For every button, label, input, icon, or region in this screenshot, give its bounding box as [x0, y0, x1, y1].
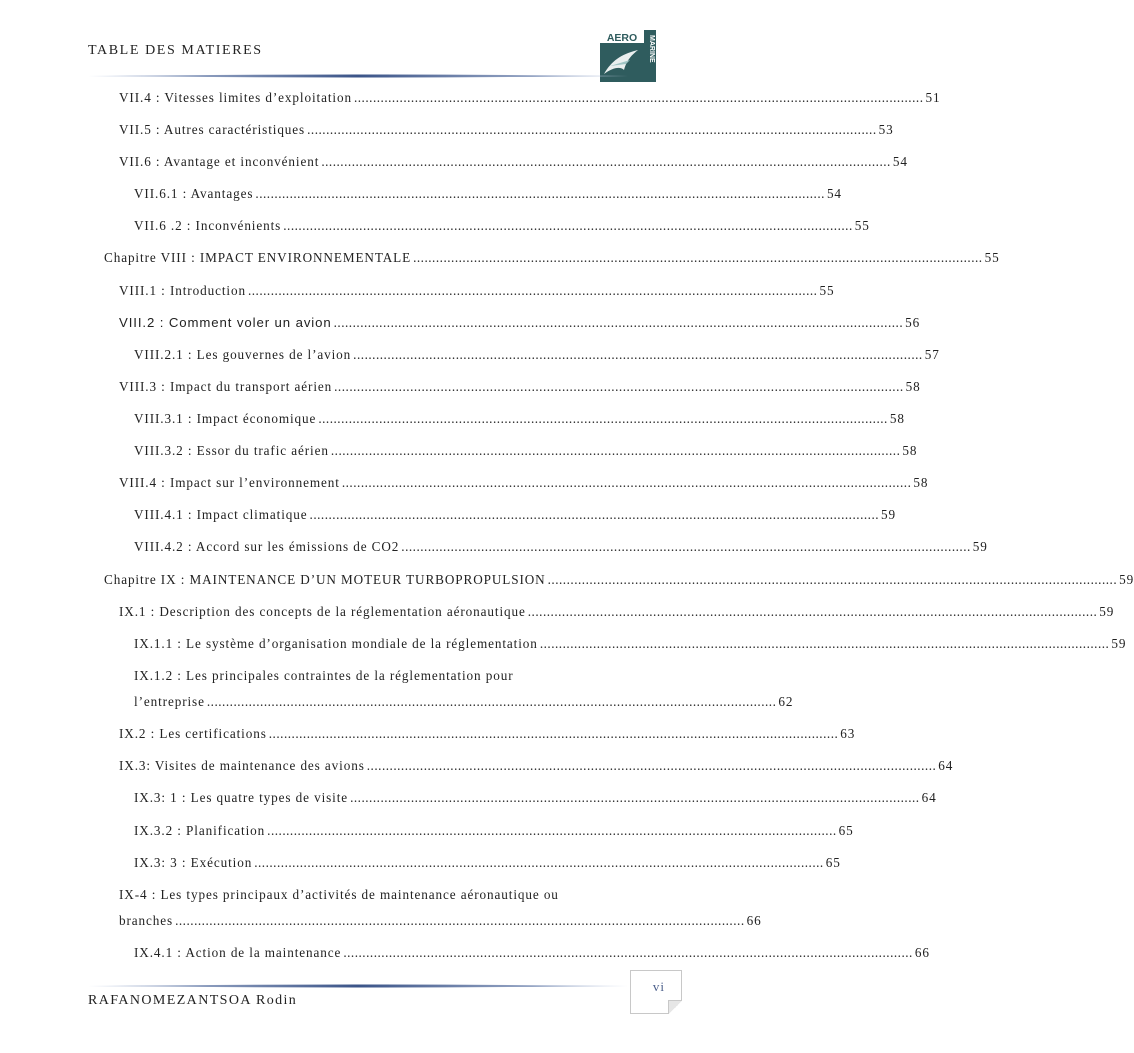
toc-entry[interactable]	[134, 635, 1127, 653]
toc-entry[interactable]	[134, 217, 870, 235]
toc-leader-dots: ......................................................................................................................................................	[206, 694, 777, 709]
toc-entry-line1[interactable]	[134, 667, 654, 685]
toc-entry[interactable]	[119, 121, 894, 139]
toc-leader-dots: ......................................................................................................................................................	[318, 411, 888, 426]
page-number: vi	[652, 979, 665, 994]
toc-entry-title: IX.3: 3 : Exécution	[134, 855, 253, 870]
toc-entry-page: 65	[838, 823, 854, 838]
logo-text-side: MARINE	[648, 35, 655, 63]
toc-entry-title: VIII.3.1 : Impact économique	[134, 411, 317, 426]
toc-entry-page: 59	[1099, 604, 1115, 619]
toc-leader-dots: ......................................................................................................................................................	[366, 758, 937, 773]
toc-leader-dots: ......................................................................................................................................................	[175, 913, 745, 928]
toc-leader-dots: ......................................................................................................................................................	[309, 507, 880, 522]
toc-entry-title: IX.3.2 : Planification	[134, 823, 266, 838]
toc-entry-title: VIII.1 : Introduction	[119, 283, 246, 298]
toc-leader-dots: ......................................................................................................................................................	[401, 539, 971, 554]
toc-leader-dots: ......................................................................................................................................................	[334, 379, 904, 394]
toc-entry[interactable]	[119, 153, 908, 171]
toc-entry-page: 66	[746, 913, 762, 928]
toc-entry-title: VII.6 : Avantage et inconvénient	[119, 154, 320, 169]
toc-entry-page: 66	[914, 945, 930, 960]
toc-entry-title: VII.5 : Autres caractéristiques	[119, 122, 306, 137]
toc-entry-title: IX.3: 1 : Les quatre types de visite	[134, 790, 349, 805]
toc-leader-dots: ......................................................................................................................................................	[267, 823, 837, 838]
toc-entry-title-line1: IX-4 : Les types principaux d’activités de maintenance aéronautique ou	[119, 887, 559, 902]
toc-entry-page: 59	[972, 539, 988, 554]
header-rule	[88, 73, 628, 79]
toc-leader-dots: ......................................................................................................................................................	[321, 154, 891, 169]
toc-entry-page: 58	[902, 443, 918, 458]
toc-entry-title: IX.4.1 : Action de la maintenance	[134, 945, 342, 960]
toc-entry-page: 58	[905, 379, 921, 394]
toc-entry-page: 54	[826, 186, 842, 201]
toc-entry-page: 59	[881, 507, 897, 522]
toc-entry[interactable]	[134, 410, 905, 428]
toc-entry[interactable]	[119, 757, 954, 775]
footer-author: RAFANOMEZANTSOA Rodin	[88, 993, 298, 1008]
toc-entry[interactable]	[119, 378, 921, 396]
toc-entry-title: Chapitre VIII : IMPACT ENVIRONNEMENTALE	[104, 250, 412, 265]
toc-leader-dots: ......................................................................................................................................................	[343, 945, 913, 960]
toc-entry-title-line2: branches	[119, 913, 174, 928]
toc-entry[interactable]	[134, 693, 794, 711]
toc-leader-dots: ......................................................................................................................................................	[283, 218, 853, 233]
toc-entry-line1[interactable]	[119, 886, 654, 904]
toc-entry-page: 51	[925, 90, 941, 105]
toc-entry-title-line1: IX.1.2 : Les principales contraintes de la réglementation pour	[134, 668, 514, 683]
toc-entry-title: VIII.4.2 : Accord sur les émissions de CO2	[134, 539, 400, 554]
toc-leader-dots: ......................................................................................................................................................	[413, 250, 983, 265]
toc-entry-page: 54	[892, 154, 908, 169]
toc-entry-page: 62	[778, 694, 794, 709]
toc-leader-dots: ......................................................................................................................................................	[330, 443, 901, 458]
toc-entry-page: 55	[984, 250, 1000, 265]
toc-chapter-entry[interactable]	[104, 249, 1000, 267]
toc-entry-title: VIII.3.2 : Essor du trafic aérien	[134, 443, 329, 458]
toc-entry[interactable]	[119, 282, 835, 300]
toc-chapter-entry[interactable]	[104, 571, 1134, 589]
toc-leader-dots: ......................................................................................................................................................	[255, 186, 825, 201]
toc-leader-dots: ......................................................................................................................................................	[527, 604, 1098, 619]
toc-entry-page: 55	[854, 218, 870, 233]
page-number-box	[630, 970, 682, 1014]
toc-leader-dots: ......................................................................................................................................................	[254, 855, 824, 870]
toc-entry[interactable]	[119, 603, 1115, 621]
toc-entry[interactable]	[134, 506, 897, 524]
logo-text-top: AERO	[606, 32, 638, 44]
toc-entry-page: 63	[840, 726, 856, 741]
toc-entry-title: VIII.4.1 : Impact climatique	[134, 507, 308, 522]
toc-entry[interactable]	[119, 474, 929, 492]
toc-entry-page: 59	[1119, 572, 1134, 587]
toc-entry-title: IX.1 : Description des concepts de la réglementation aéronautique	[119, 604, 526, 619]
toc-entry-title: VIII.3 : Impact du transport aérien	[119, 379, 333, 394]
toc-entry-title-line2: l’entreprise	[134, 694, 205, 709]
footer-rule	[88, 983, 628, 989]
toc-entry-page: 58	[913, 475, 929, 490]
toc-entry[interactable]	[119, 89, 941, 107]
toc-entry[interactable]	[119, 314, 921, 332]
toc-leader-dots: ......................................................................................................................................................	[333, 315, 904, 330]
page-fold-corner	[668, 1000, 682, 1014]
toc-entry-page: 56	[905, 315, 921, 330]
toc-entry[interactable]	[134, 854, 841, 872]
toc-entry-title: IX.3: Visites de maintenance des avions	[119, 758, 365, 773]
toc-leader-dots: ......................................................................................................................................................	[307, 122, 877, 137]
toc-leader-dots: ......................................................................................................................................................	[350, 790, 920, 805]
toc-entry-page: 58	[889, 411, 905, 426]
toc-entry[interactable]	[134, 822, 854, 840]
toc-entry-page: 55	[819, 283, 835, 298]
toc-entry[interactable]	[134, 538, 988, 556]
toc-leader-dots: ......................................................................................................................................................	[547, 572, 1118, 587]
toc-leader-dots: ......................................................................................................................................................	[353, 90, 924, 105]
toc-entry-title: VIII.4 : Impact sur l’environnement	[119, 475, 340, 490]
toc-leader-dots: ......................................................................................................................................................	[353, 347, 923, 362]
toc-entry-page: 65	[825, 855, 841, 870]
toc-entry[interactable]	[134, 944, 930, 962]
toc-entry[interactable]	[134, 185, 842, 203]
toc-entry-page: 53	[878, 122, 894, 137]
toc-entry-title: VII.6.1 : Avantages	[134, 186, 254, 201]
toc-entry-title: VIII.2.1 : Les gouvernes de l’avion	[134, 347, 352, 362]
toc-entry-page: 57	[924, 347, 940, 362]
toc-entry-title: Chapitre IX : MAINTENANCE D’UN MOTEUR TURBOPROPULSION	[104, 572, 546, 587]
toc-entry-page: 59	[1111, 636, 1127, 651]
page-header-title: TABLE DES MATIERES	[88, 43, 263, 58]
toc-leader-dots: ......................................................................................................................................................	[268, 726, 839, 741]
toc-entry-title: VII.6 .2 : Inconvénients	[134, 218, 282, 233]
toc-entry-title: IX.1.1 : Le système d’organisation mondiale de la réglementation	[134, 636, 538, 651]
toc-entry-title: VIII.2 : Comment voler un avion	[119, 315, 332, 330]
toc-leader-dots: ......................................................................................................................................................	[247, 283, 818, 298]
toc-entry[interactable]	[134, 442, 918, 460]
toc-leader-dots: ......................................................................................................................................................	[341, 475, 912, 490]
toc-entry-title: VII.4 : Vitesses limites d’exploitation	[119, 90, 352, 105]
toc-entry-title: IX.2 : Les certifications	[119, 726, 267, 741]
toc-entry[interactable]	[134, 346, 940, 364]
toc-entry[interactable]	[119, 912, 762, 930]
toc-entry[interactable]	[134, 789, 937, 807]
toc-leader-dots: ......................................................................................................................................................	[539, 636, 1110, 651]
toc-entry[interactable]	[119, 725, 856, 743]
toc-entry-page: 64	[938, 758, 954, 773]
toc-entry-page: 64	[921, 790, 937, 805]
